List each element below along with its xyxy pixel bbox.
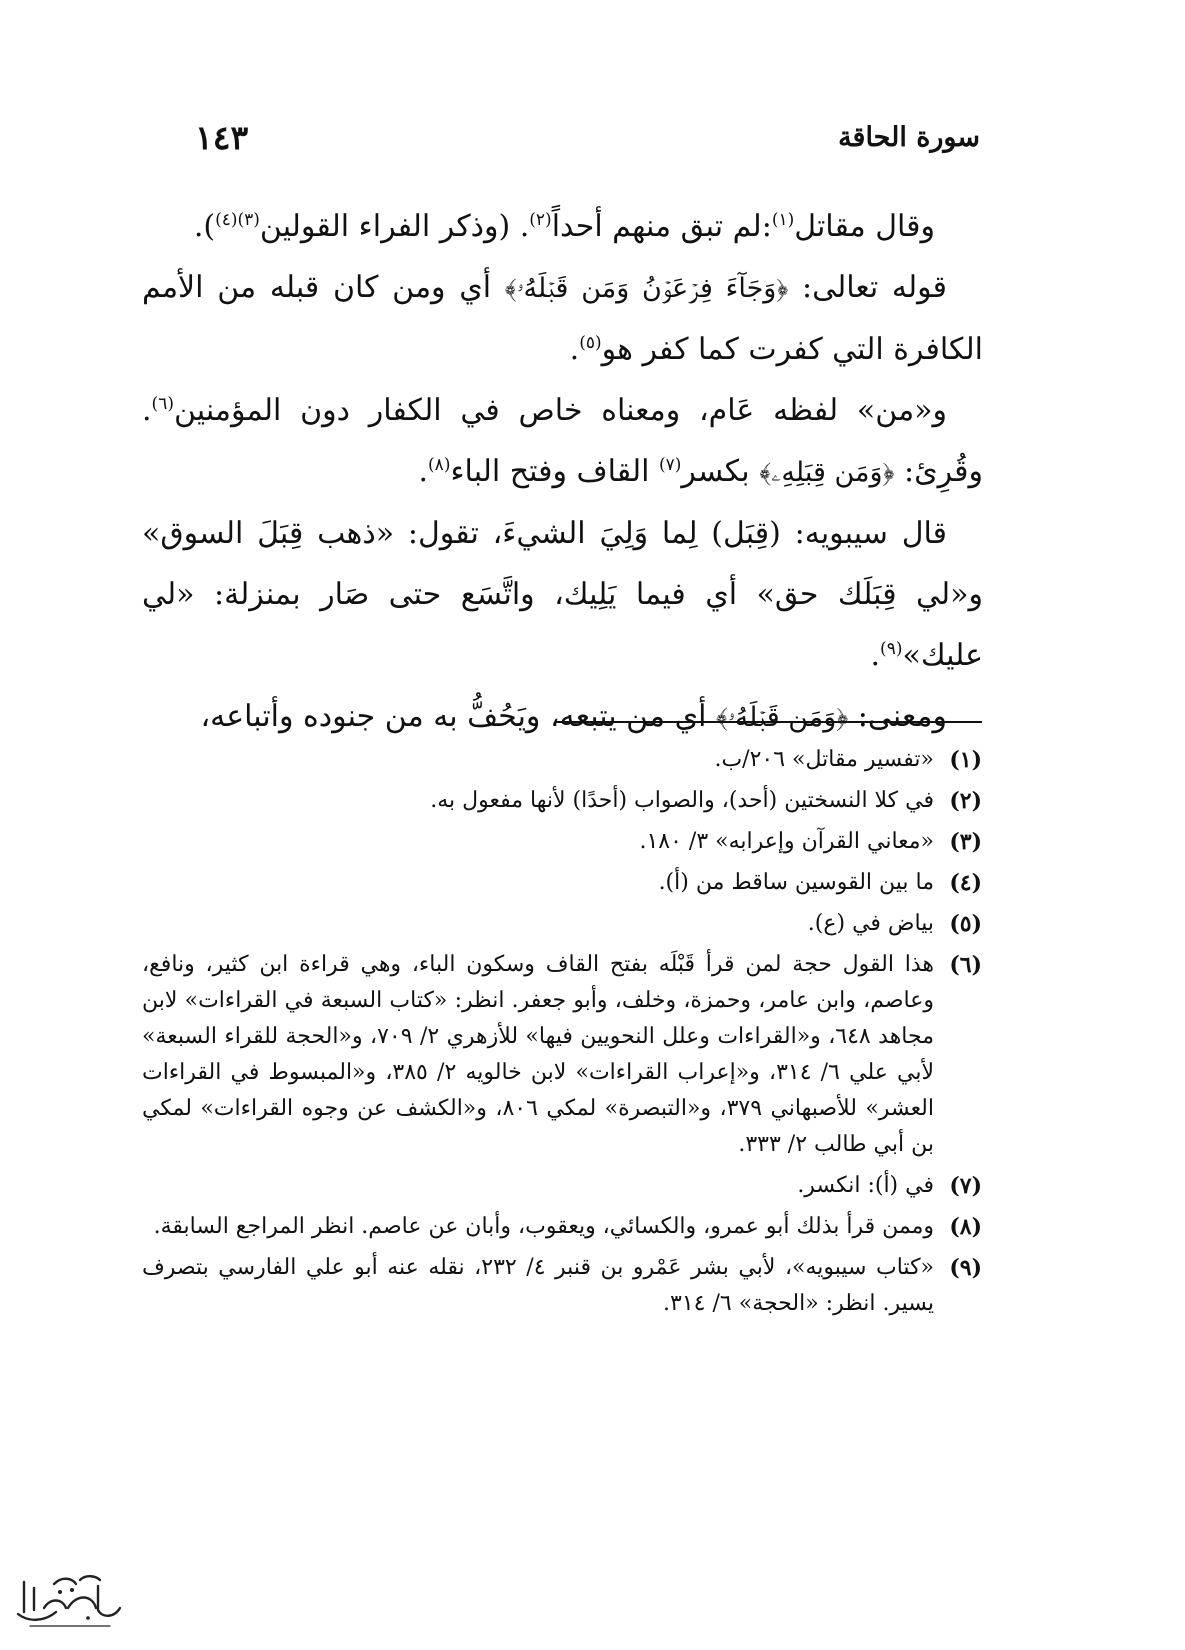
footnote-number: (٧) — [949, 1173, 982, 1199]
page-number: ١٤٣ — [195, 118, 249, 157]
footnote-ref: (٧) — [658, 455, 682, 475]
main-text — [142, 196, 983, 748]
footnote-number: (٤) — [949, 870, 982, 896]
text-run: أي من يتبعه، ويَحُفُّ به من جنوده وأتباعه، — [200, 699, 716, 734]
quran-verse: ﴿وَمَن قِبَلِهِۦ﴾ — [759, 457, 895, 488]
text-run: . — [870, 638, 881, 673]
footnote-ref: (١) — [771, 210, 795, 230]
footnote-ref: (٨) — [428, 455, 451, 475]
footnote — [142, 865, 982, 901]
footnote-number: (٨) — [949, 1214, 982, 1240]
text-run: بكسر — [681, 454, 760, 489]
footnote-ref: (٩) — [880, 639, 903, 659]
footnote-text: في كلا النسختين (أحد)، والصواب (أحدًا) لأنها مفعول به. — [430, 788, 934, 813]
footnote — [142, 1250, 982, 1322]
footnote-number: (١) — [949, 747, 982, 773]
footnote-number: (٢) — [949, 788, 982, 814]
text-run: . (وذكر الفراء القولين — [259, 209, 530, 244]
text-run: ومعنى: — [848, 699, 947, 734]
text-run: قوله تعالى: — [788, 270, 947, 305]
text-run: قال سيبويه: (قِبَل) لِما وَلِيَ الشيءَ، تقول: «ذهب قِبَلَ السوق» و«لي قِبَلَك حق» أي فيما يَلِيك، واتَّسَع حتى صَار بمنزلة: «لي عليك» — [142, 516, 983, 673]
page-header — [195, 118, 980, 168]
text-run: . — [569, 332, 580, 367]
footnote-text: «تفسير مقاتل» ٢٠٦/ب. — [714, 747, 934, 772]
calligraphy-stamp-icon — [10, 1568, 128, 1634]
footnote-text: هذا القول حجة لمن قرأ قَبْلَه بفتح القاف وسكون الباء، وهي قراءة ابن كثير، ونافع، وعاصم، وابن عامر، وحمزة، وخلف، وأبو جعفر. انظر: «كتاب السبعة في القراءات» لابن مجاهد ٦٤٨، و«القراءات وعلل النحويين فيها» للأزهري ٢/ ٧٠٩، و«الحجة للقراء السبعة» لأبي علي ٦/ ٣١٤، و«إعراب القراءات» لابن خالويه ٢/ ٣٨٥، و«المبسوط في القراءات العشر» للأصبهاني ٣٧٩، و«التبصرة» لمكي ٨٠٦، و«الكشف عن وجوه القراءات» لمكي بن أبي طالب ٢/ ٣٣٣. — [142, 952, 935, 1157]
paragraph-5 — [142, 686, 983, 748]
footnote-number: (٦) — [949, 952, 982, 978]
text-run: أي ومن كان قبله من الأمم الكافرة التي كفرت كما كفر هو — [142, 270, 983, 367]
paragraph-4 — [142, 503, 983, 686]
text-run: . — [418, 454, 429, 489]
paragraph-2 — [142, 257, 983, 380]
footnote-ref: (٦) — [151, 394, 174, 414]
paragraph-3 — [142, 380, 983, 503]
footnote — [142, 947, 982, 1163]
footnote — [142, 742, 982, 778]
text-run: و«من» لفظه عَام، ومعناه خاص في الكفار دون المؤمنين — [173, 393, 947, 428]
surah-title: سورة الحاقة — [838, 122, 980, 153]
footnote — [142, 783, 982, 819]
text-run: ). — [193, 209, 216, 244]
text-run: . وقُرِئ: — [142, 393, 983, 489]
footnote — [142, 1168, 982, 1204]
footnote — [142, 1209, 982, 1245]
footnote — [142, 824, 982, 860]
footnote-divider — [556, 721, 982, 723]
footnote-text: وممن قرأ بذلك أبو عمرو، والكسائي، ويعقوب، وأبان عن عاصم. انظر المراجع السابقة. — [153, 1214, 934, 1239]
text-run: :لم تبق منهم أحداً — [551, 209, 772, 244]
footnote — [142, 906, 982, 942]
footnote-text: ما بين القوسين ساقط من (أ). — [658, 870, 934, 895]
footnote-ref: (٢) — [529, 210, 552, 230]
footnote-ref: (٣)(٤) — [215, 210, 260, 230]
footnote-text: «كتاب سيبويه»، لأبي بشر عَمْرو بن قنبر ٤/ ٢٣٢، نقله عنه أبو علي الفارسي بتصرف يسير. انظر: «الحجة» ٦/ ٣١٤. — [142, 1255, 935, 1316]
footnote-number: (٣) — [949, 829, 982, 855]
footnote-text: «معاني القرآن وإعرابه» ٣/ ١٨٠. — [639, 829, 934, 854]
quran-verse: ﴿وَجَآءَ فِرۡعَوۡنُ وَمَن قَبۡلَهُۥ﴾ — [504, 273, 789, 304]
footnote-text: في (أ): انكسر. — [797, 1173, 934, 1198]
footnote-text: بياض في (ع). — [807, 911, 934, 936]
footnote-number: (٩) — [949, 1255, 982, 1281]
footnotes — [142, 742, 982, 1327]
paragraph-1 — [142, 196, 983, 257]
footnote-number: (٥) — [949, 911, 982, 937]
text-run: القاف وفتح الباء — [450, 454, 659, 489]
text-run: وقال مقاتل — [794, 209, 935, 244]
quran-verse: ﴿وَمَن قَبۡلَهُۥ﴾ — [715, 702, 849, 733]
footnote-ref: (٥) — [579, 333, 602, 353]
